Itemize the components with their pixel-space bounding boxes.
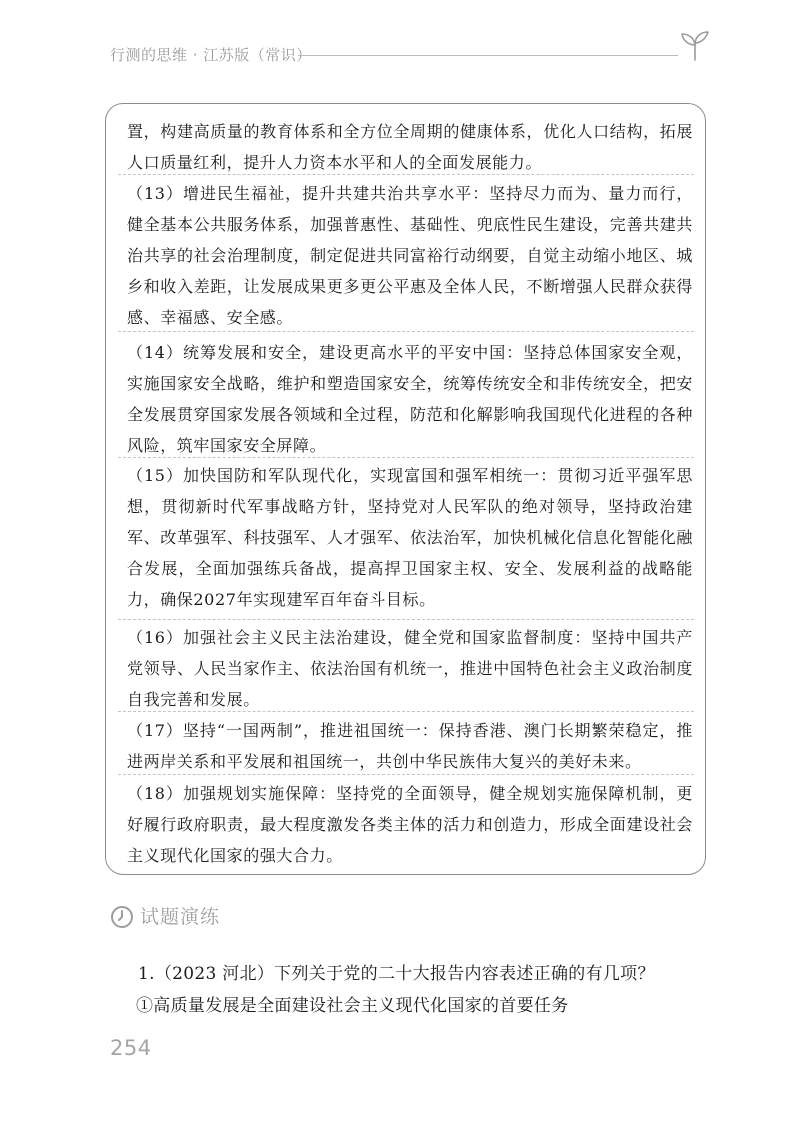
section-title: 试题演练 (140, 906, 221, 928)
sprout-icon (678, 28, 712, 62)
header-rule (298, 55, 678, 56)
page-number: 254 (110, 1036, 152, 1060)
paragraph-item-18: （18）加强规划实施保障：坚持党的全面领导，健全规划实施保障机制，更好履行政府职责，最大程度激发各类主体的活力和创造力，形成全面建设社会主义现代化国家的强大合力。 (127, 784, 693, 865)
clock-icon (110, 905, 134, 929)
dashed-divider (118, 774, 694, 775)
question-1: 1.（2023 河北）下列关于党的二十大报告内容表述正确的有几项？ (138, 964, 655, 984)
paragraph-item-15: （15）加快国防和军队现代化，实现富国和强军相统一：贯彻习近平强军思想，贯彻新时代军事战略方针，坚持党对人民军队的绝对领导，坚持政治建军、改革强军、科技强军、人才强军、依法治军，加快机械化信息化智能化融合发展，全面加强练兵备战，提高捍卫国家主权、安全、发展利益的战略能力，确保2027年实现建军百年奋斗目标。 (127, 466, 693, 609)
paragraph-intro: 置，构建高质量的教育体系和全方位全周期的健康体系，优化人口结构，拓展人口质量红利，提升人力资本水平和人的全面发展能力。 (127, 122, 693, 172)
dashed-divider (118, 711, 694, 712)
paragraph-item-13: （13）增进民生福祉，提升共建共治共享水平：坚持尽力而为、量力而行，健全基本公共服务体系，加强普惠性、基础性、兜底性民生建设，完善共建共治共享的社会治理制度，制定促进共同富裕行动纲要，自觉主动缩小地区、城乡和收入差距，让发展成果更多更公平惠及全体人民，不断增强人民群众获得感、幸福感、安全感。 (127, 184, 693, 327)
dashed-divider (118, 331, 694, 332)
paragraph-item-17: （17）坚持“一国两制”，推进祖国统一：保持香港、澳门长期繁荣稳定，推进两岸关系和平发展和祖国统一，共创中华民族伟大复兴的美好未来。 (127, 721, 693, 771)
paragraph-item-14: （14）统筹发展和安全，建设更高水平的平安中国：坚持总体国家安全观，实施国家安全战略，维护和塑造国家安全，统筹传统安全和非传统安全，把安全发展贯穿国家发展各领域和全过程，防范和化解影响我国现代化进程的各种风险，筑牢国家安全屏障。 (127, 343, 693, 455)
dashed-divider (118, 457, 694, 458)
running-title: 行测的思维 · 江苏版（常识） (110, 46, 312, 64)
dashed-divider (118, 619, 694, 620)
dashed-divider (118, 174, 694, 175)
paragraph-item-16: （16）加强社会主义民主法治建设，健全党和国家监督制度：坚持中国共产党领导、人民当家作主、依法治国有机统一，推进中国特色社会主义政治制度自我完善和发展。 (127, 628, 693, 709)
option-1: ①高质量发展是全面建设社会主义现代化国家的首要任务 (136, 996, 569, 1016)
